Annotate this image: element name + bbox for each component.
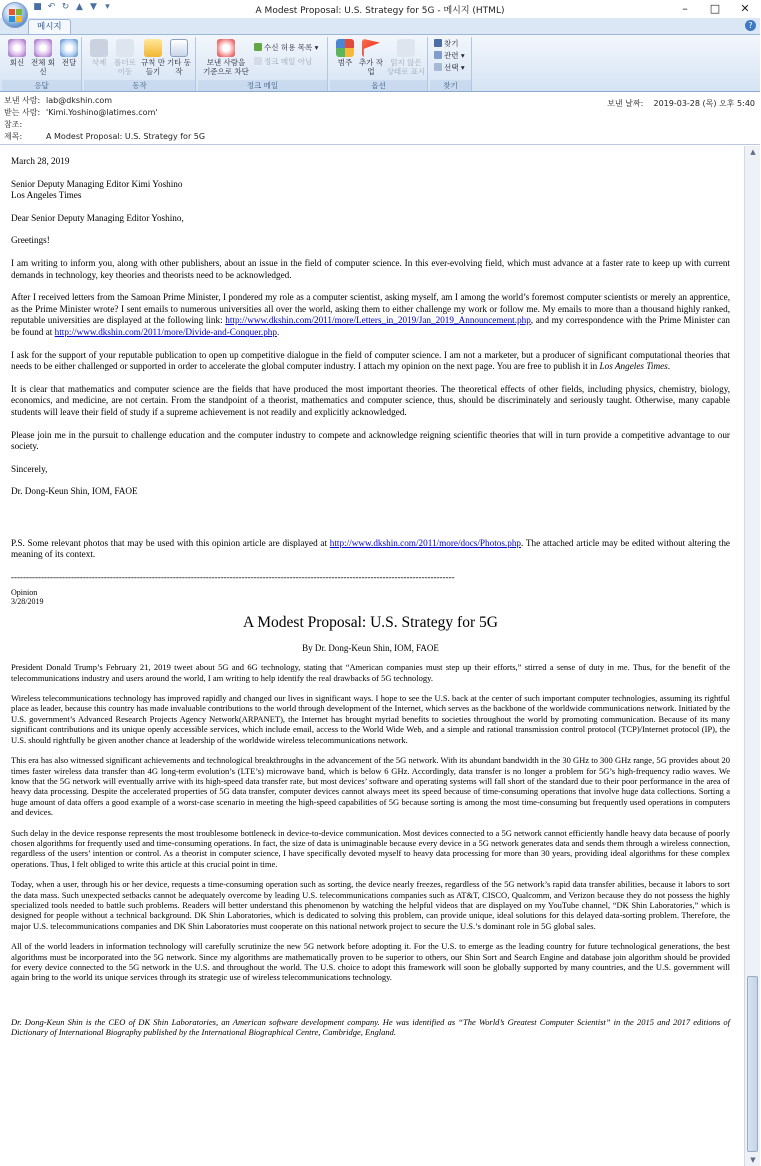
article-paragraph: Today, when a user, through his or her device, requests a time-consuming operation such as sorting, the device nearly freezes, regardless of the 5G network’s rapid data transfer abilities, because it labors to sort the data mass. Such unexpected setbacks cannot be adequately overcome by leading U.S. telecommunications companies such as AT&T, CISCO, Qualcomm, and Verizon because they do not possess the highly specialized tools needed to battle such problems. Readers will better understand this phenomenon by watching the helpful videos that are displayed on my YouTube channel, “DK Shin Laboratories,” which is designed for people without a technical background. DK Shin Laboratories, which is dedicated to solving this problem, can provide unique, ideal solutions for this delayed data-sorting problem. Therefore, the major U.S. telecommunications companies and DK Shin Laboratories must cooperate on this national network project to secure the U.S.’s dominant role in 5G global sales. <box>11 879 730 931</box>
article-paragraph: All of the world leaders in information technology will carefully scrutinize the new 5G network before adopting it. For the U.S. to emerge as the leading country for future technological generations, the best algorithms must be incorporated into the 5G network. Since my algorithms are mathematically proven to be superior to others, our Shin Sort and Search Engine and database join algorithm should be provided for every device connected to the 5G network in the U.S. and throughout the world. The U.S. choice to adopt this framework will soon be globally supported by many countries, and the U.S. government will again bring to the world its unique services through its strategic use of wireless telecommunications technology. <box>11 941 730 983</box>
scroll-thumb[interactable] <box>747 976 758 1152</box>
letter-paragraph: I ask for the support of your reputable publication to open up competitive dialogue in the field of computer science. I am not a marketer, but a producer of significant computational theories that needs to be either challenged or supported in order to accelerate the global computer industry. I attach my opinion on the next page. You are free to publish it in Los Angeles Times. <box>11 349 730 372</box>
announcement-link[interactable]: http://www.dkshin.com/2011/more/Letters_in_2019/Jan_2019_Announcement.php <box>225 315 531 326</box>
subject-value: A Modest Proposal: U.S. Strategy for 5G <box>46 132 206 141</box>
safe-list-icon <box>254 43 262 51</box>
office-button[interactable] <box>2 2 28 28</box>
letter-paragraph: I am writing to inform you, along with other publishers, about an issue in the field of computer science. In this ever-evolving field, which must advance at a faster rate to keep up with current demands in technology, key theories and theorists need to be acknowledged. <box>11 257 730 280</box>
greeting: Greetings! <box>11 235 50 246</box>
categorize-button[interactable]: 범주 <box>332 39 358 67</box>
reply-all-button[interactable]: 전체 회신 <box>30 39 56 76</box>
scroll-down-icon[interactable]: ▼ <box>750 1156 756 1164</box>
postscript: P.S. Some relevant photos that may be used with this opinion article are displayed at http://www.dkshin.com/2011/more/docs/Photos.php. The attached article may be edited without altering the meaning of its context. <box>11 537 730 560</box>
safe-list-button[interactable]: 수신 허용 목록 ▾ <box>254 43 318 53</box>
save-icon[interactable]: ■ <box>33 2 42 12</box>
article-body <box>11 662 730 983</box>
binoculars-icon <box>434 39 442 47</box>
not-junk-icon <box>254 57 262 65</box>
article-paragraph: Wireless telecommunications technology has improved rapidly and changed our lives in significant ways. I hope to see the U.S. back at the center of such important computer technologies, assuming its rightful place as leader, because this country has made invaluable contributions to the world through development of the Internet, which serves as the backbone of the worldwide communications network. Initiated by the U.S. government’s Advanced Research Projects Agency Network(ARPANET), the Internet has brought myriad benefits to societies throughout the world by promoting communication. Because of its many significant contributions and its unique openly accessible services, which include email, access to the World Wide Web, and a simple and rational transmission control protocol (TCP)/Internet protocol (IP), the U.S. should rightfully be given another chance at leadership of the worldwide wireless telecommunications network. <box>11 693 730 745</box>
photos-link[interactable]: http://www.dkshin.com/2011/more/docs/Photos.php <box>329 537 522 548</box>
redo-icon[interactable]: ↻ <box>61 2 70 12</box>
group-find <box>430 37 472 91</box>
not-junk-button[interactable]: 정크 메일 아님 <box>254 57 312 67</box>
ribbon <box>0 34 760 92</box>
categorize-icon <box>336 39 354 57</box>
salutation: Dear Senior Deputy Managing Editor Yoshino, <box>11 212 184 223</box>
recipient-line: Senior Deputy Managing Editor Kimi Yoshino <box>11 178 183 189</box>
group-junk-mail <box>198 37 328 91</box>
sent-date: 보낸 날짜: 2019-03-28 (목) 오후 5:40 <box>607 99 755 108</box>
group-respond <box>2 37 82 91</box>
closing: Sincerely, <box>11 463 48 474</box>
close-button[interactable]: ✕ <box>740 2 750 15</box>
scroll-up-icon[interactable]: ▲ <box>750 148 756 156</box>
divide-conquer-link[interactable]: http://www.dkshin.com/2011/more/Divide-and-Conquer.php <box>54 326 277 337</box>
ribbon-tab-row <box>0 18 760 34</box>
minimize-button[interactable]: – <box>682 2 688 15</box>
article-paragraph: This era has also witnessed significant achievements and technological breakthroughs in the advancement of the 5G network. With its abundant bandwidth in the 30 GHz to 300 GHz range, 5G provides about 20 times faster wireless data transfer than 4G long-term evolution’s (LTE’s) microwave band, which is below 6 GHz. Accordingly, data transfer is no longer a problem for 5G’s high-frequency radio waves. We know that the 5G network will eventually arrive with its high-speed data transfer rate, but most devices’ software and operating systems will fall short of the standard due to their poor performance in the area of heavy data processing. Despite the accelerated properties of 5G data transfer, computer devices cannot always meet its speed because of time-consuming operations that involve huge data collections. Sorting a huge amount of data offers a good example of a worst-case scenario in meeting the high-speed capabilities of 5G because sorting is among the most time-consuming but frequently used operations in computers and devices. <box>11 755 730 818</box>
create-rule-button[interactable]: 규칙 만들기 <box>140 39 166 76</box>
group-options <box>330 37 428 91</box>
related-button[interactable]: 관련 ▾ <box>434 51 465 61</box>
article-paragraph: Such delay in the device response represents the most troublesome bottleneck in device-to-device communication. Most devices connected to a 5G network cannot efficiently handle heavy data because of poorly chosen algorithms for frequently used and time-consuming operations. In fact, the size of data is unimaginable because every device in a 5G network generates data and sends them through a wireless connection, regardless of the users’ intention or control. As a theorist in computer science, I have specifically devoted myself to heavy data processing for more than 30 years, providing ideal algorithms for these complex operations. Thus, I felt obliged to write this article at this crucial point in time. <box>11 827 730 869</box>
down-arrow-icon[interactable]: ▼ <box>90 2 97 12</box>
forward-icon <box>60 39 78 57</box>
reply-icon <box>8 39 26 57</box>
article-date: 3/28/2019 <box>11 597 44 607</box>
window-title: A Modest Proposal: U.S. Strategy for 5G - 메시지 (HTML) <box>255 6 505 16</box>
create-rule-icon <box>144 39 162 57</box>
title-bar <box>0 0 760 18</box>
customize-qat-icon[interactable]: ▾ <box>105 2 110 12</box>
move-to-folder-icon <box>116 39 134 57</box>
divider: ---------------------------------------------------------------------------------------------------------------------------------------------------- <box>11 572 455 583</box>
group-label-options: 옵션 <box>330 80 427 91</box>
mark-unread-button[interactable]: 읽지 않은 상태로 표시 <box>386 39 426 76</box>
reply-all-icon <box>34 39 52 57</box>
signature: Dr. Dong-Keun Shin, IOM, FAOE <box>11 486 138 497</box>
other-actions-button[interactable]: 기타 동작 <box>166 39 192 76</box>
article-section: Opinion <box>11 587 38 597</box>
office-logo-icon <box>9 9 22 22</box>
follow-up-button[interactable]: 추가 작업 <box>358 39 384 76</box>
flag-icon <box>362 39 380 57</box>
letter-paragraph: After I received letters from the Samoan Prime Minister, I pondered my role as a computer scientist, asking myself, am I among the world’s foremost computer scientists or merely an apprentice, as the Prime Minister wrote? I sent emails to numerous universities all over the world, asking them to either challenge my work or follow me. My emails to more than a thousand highly ranked, reputable universities are displayed at the following link: http://www.dkshin.com/2011/more/Letters_in_2019/Jan_2019_Announcement.php, and my correspondence with the Prime Minister can be found at http://www.dkshin.com/2011/more/Divide-and-Conquer.php. <box>11 292 730 337</box>
group-label-find: 찾기 <box>430 80 471 91</box>
message-body <box>0 146 744 1166</box>
block-sender-button[interactable]: 보낸 사람을 기준으로 차단 <box>202 39 250 76</box>
article-byline: By Dr. Dong-Keun Shin, IOM, FAOE <box>302 642 439 653</box>
vertical-scrollbar[interactable] <box>744 146 760 1166</box>
block-sender-icon <box>217 39 235 57</box>
related-icon <box>434 51 442 59</box>
maximize-button[interactable]: □ <box>709 2 721 15</box>
undo-icon[interactable]: ↶ <box>47 2 56 12</box>
find-button[interactable]: 찾기 <box>434 39 459 49</box>
up-arrow-icon[interactable]: ▲ <box>76 2 83 12</box>
mark-unread-icon <box>397 39 415 57</box>
forward-button[interactable]: 전달 <box>56 39 82 67</box>
letter-paragraph: It is clear that mathematics and computer science are the fields that have produced the most important theories. The theoretical effects of other fields, including physics, chemistry, biology, economics, and medicine, are not certain. From the standpoint of a theorist, mathematics and computer science, thus, should be discriminately and seriously taught. Otherwise, many capable students will leave their field of study if a supreme achievement is not readily and explicitly acknowledged. <box>11 383 730 417</box>
article-title: A Modest Proposal: U.S. Strategy for 5G <box>243 613 498 631</box>
select-button[interactable]: 선택 ▾ <box>434 63 465 73</box>
tab-message[interactable]: 메시지 <box>28 19 71 34</box>
other-actions-icon <box>170 39 188 57</box>
reply-button[interactable]: 회신 <box>4 39 30 67</box>
help-icon[interactable]: ? <box>745 20 756 31</box>
letter-paragraph: Please join me in the pursuit to challenge education and the computer industry to compete and acknowledge reigning scientific theories that will in turn provide a competitive advantage to our society. <box>11 429 730 452</box>
group-label-respond: 응답 <box>2 80 81 91</box>
group-actions <box>84 37 196 91</box>
to-value[interactable]: 'Kimi.Yoshino@latimes.com' <box>46 108 158 117</box>
group-label-actions: 동작 <box>84 80 195 91</box>
from-value[interactable]: lab@dkshin.com <box>46 96 113 105</box>
select-icon <box>434 63 442 71</box>
message-header: 보낸 사람: lab@dkshin.com 받는 사람: 'Kimi.Yoshino@latimes.com' 참조: 제목: A Modest Proposal: U.S. Strategy for 5G 보낸 날짜: 2019-03-28 (목) 오후 5:40 <box>0 93 760 145</box>
letter-date: March 28, 2019 <box>11 156 70 166</box>
article-paragraph: President Donald Trump’s February 21, 2019 tweet about 5G and 6G technology, stating that “American companies must step up their efforts,” stirred a sense of duty in me. Thus, for the benefit of the telecommunications industry and users around the world, I am writing to help identify the real drawbacks of 5G technology. <box>11 662 730 683</box>
group-label-junk: 정크 메일 <box>198 80 327 91</box>
delete-button[interactable]: 삭제 <box>86 39 112 67</box>
delete-icon <box>90 39 108 57</box>
author-bio: Dr. Dong-Keun Shin is the CEO of DK Shin Laboratories, an American software development company. He was identified as “The World’s Greatest Computer Scientist” in the 2015 and 2017 editions of Dictionary of International Biography published by the International Biographical Centre, Cambridge, England. <box>11 1016 730 1038</box>
recipient-line: Los Angeles Times <box>11 190 82 201</box>
move-to-folder-button[interactable]: 폴더로 이동 <box>112 39 138 76</box>
